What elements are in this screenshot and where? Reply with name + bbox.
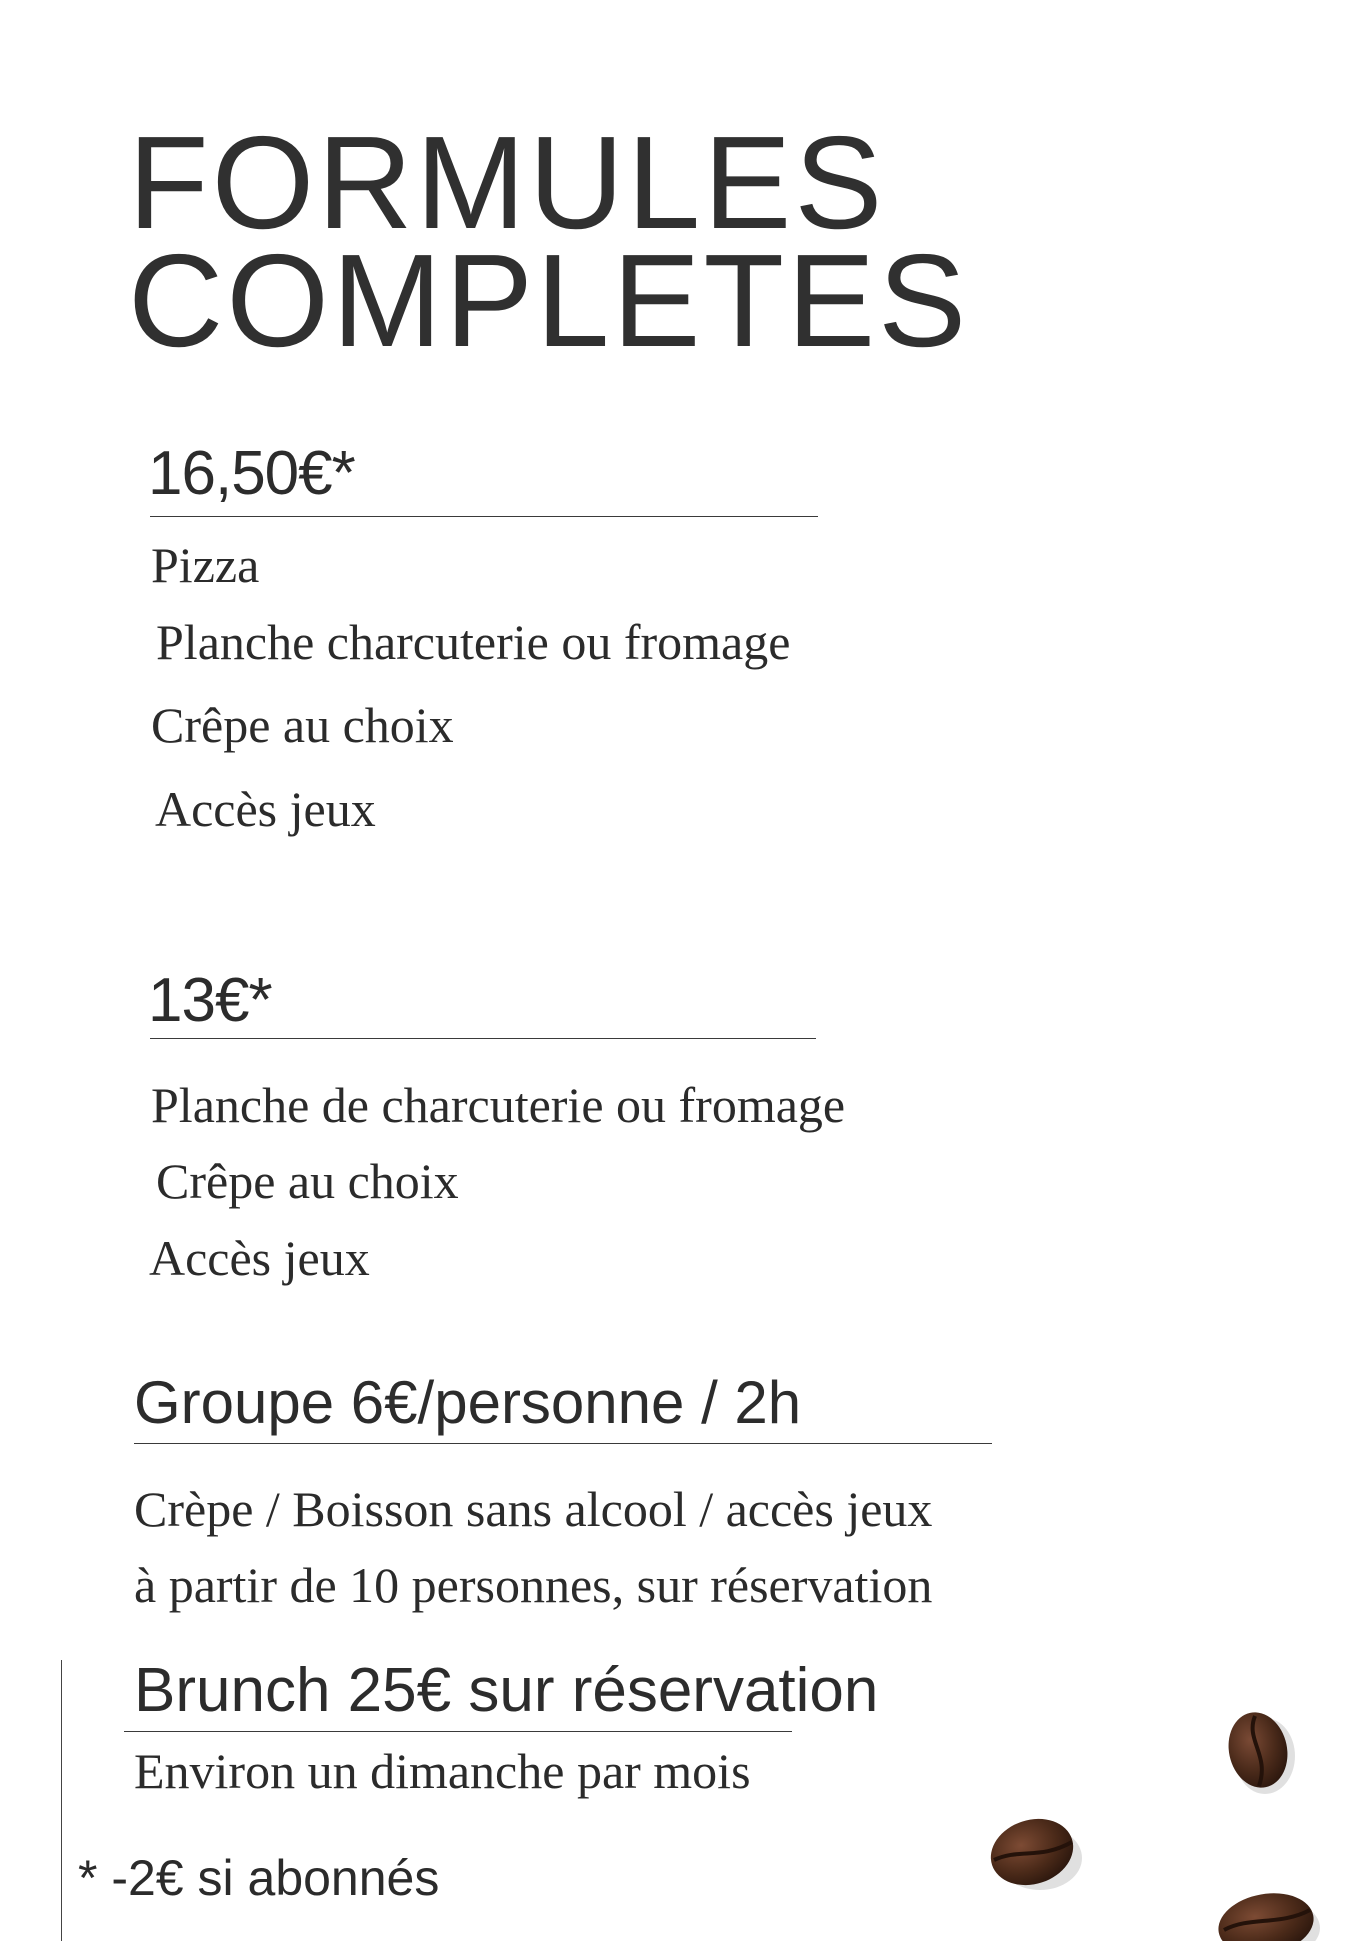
title-line-2: COMPLETES: [128, 227, 970, 374]
group-line-2: à partir de 10 personnes, sur réservation: [134, 1557, 933, 1613]
formula-1-divider: [150, 516, 818, 517]
footnote: * -2€ si abonnés: [78, 1850, 440, 1906]
coffee-bean-icon: [1215, 1700, 1305, 1800]
formula-2-item-1: Planche de charcuterie ou fromage: [151, 1077, 846, 1133]
formula-2-divider: [150, 1038, 816, 1039]
brunch-note: Environ un dimanche par mois: [134, 1743, 751, 1799]
brunch-heading: Brunch 25€ sur réservation: [134, 1656, 879, 1725]
group-heading: Groupe 6€/personne / 2h: [134, 1369, 802, 1436]
group-divider: [134, 1443, 992, 1444]
formula-2-item-2: Crêpe au choix: [156, 1153, 459, 1209]
title-line-1: FORMULES: [128, 109, 886, 256]
formula-1-price: 16,50€*: [148, 439, 355, 508]
coffee-bean-icon: [1210, 1880, 1330, 1941]
group-line-1: Crèpe / Boisson sans alcool / accès jeux: [134, 1481, 933, 1537]
left-vertical-rule: [61, 1660, 62, 1941]
formula-1-item-3: Crêpe au choix: [151, 697, 454, 753]
formula-1-item-1: Pizza: [151, 537, 260, 593]
formula-1-item-4: Accès jeux: [155, 781, 376, 837]
formula-1-item-2: Planche charcuterie ou fromage: [156, 614, 791, 670]
formula-2-price: 13€*: [148, 966, 272, 1035]
coffee-bean-icon: [980, 1808, 1090, 1898]
page-title: [128, 109, 970, 374]
brunch-divider: [124, 1731, 792, 1732]
formula-2-item-3: Accès jeux: [149, 1230, 370, 1286]
